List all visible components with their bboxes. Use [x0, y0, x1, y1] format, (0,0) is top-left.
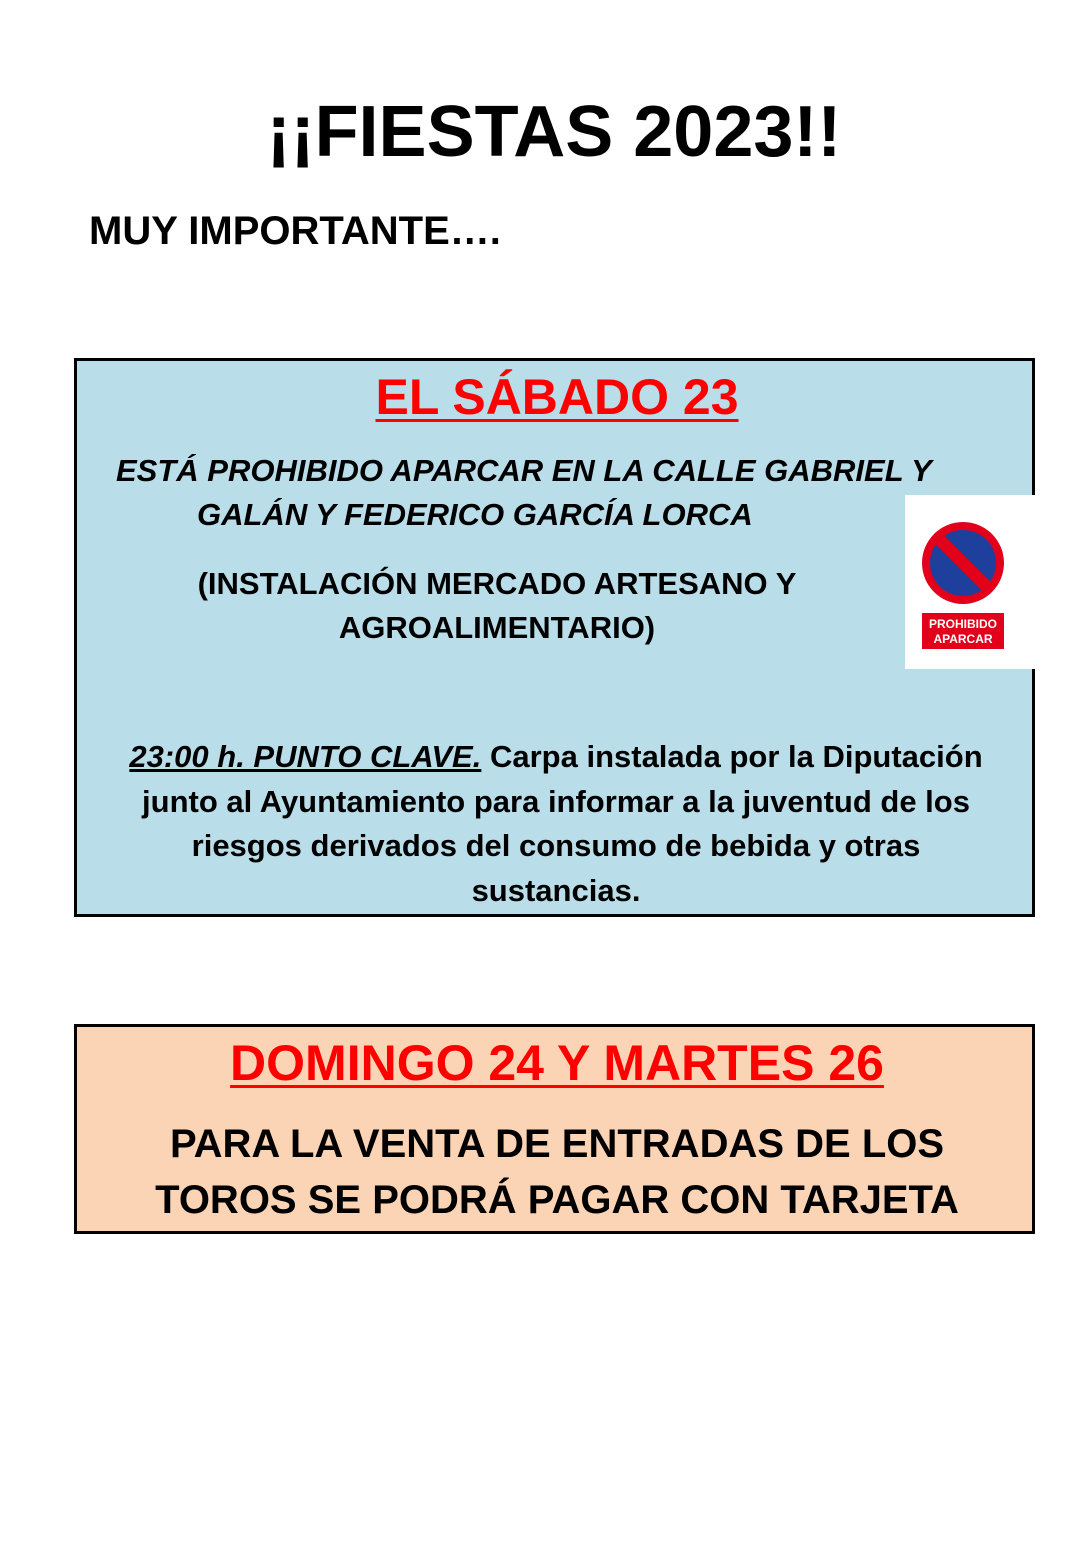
installation-line-2: AGROALIMENTARIO) [338, 610, 656, 645]
ticket-payment-note [77, 1116, 1037, 1228]
info-line-1-rest: Carpa instalada por la Diputación [481, 739, 983, 774]
info-key-phrase: 23:00 h. PUNTO CLAVE. [129, 739, 482, 774]
info-line-2: junto al Ayuntamiento para informar a la juventud de los [142, 783, 970, 819]
info-line-3: riesgos derivados del consumo de bebida y otras [191, 828, 921, 863]
info-line-1 [77, 735, 1035, 780]
sign-label-line-2: APARCAR [933, 632, 993, 646]
sign-label-line-1: PROHIBIDO [928, 617, 998, 631]
sunday-tuesday-notice-box [74, 1024, 1035, 1234]
sunday-tuesday-heading: DOMINGO 24 Y MARTES 26 [230, 1035, 884, 1091]
installation-line-1: (INSTALACIÓN MERCADO ARTESANO Y [197, 566, 797, 601]
installation-note [77, 562, 917, 650]
page-subtitle: MUY IMPORTANTE…. [89, 209, 501, 253]
ticket-line-2: TOROS SE PODRÁ PAGAR CON TARJETA [155, 1178, 959, 1222]
prohibition-line-1: ESTÁ PROHIBIDO APARCAR EN LA CALLE GABRIEL Y [116, 453, 932, 488]
no-parking-sign-icon [905, 495, 1036, 669]
saturday-heading: EL SÁBADO 23 [375, 369, 739, 425]
info-paragraph [77, 735, 1035, 913]
prohibition-line-2: GALÁN Y FEDERICO GARCÍA LORCA [197, 497, 753, 532]
ticket-line-1: PARA LA VENTA DE ENTRADAS DE LOS [169, 1122, 945, 1166]
saturday-notice-box [74, 358, 1035, 917]
page-title: ¡¡FIESTAS 2023!! [266, 92, 842, 172]
info-line-4: sustancias. [471, 872, 641, 908]
